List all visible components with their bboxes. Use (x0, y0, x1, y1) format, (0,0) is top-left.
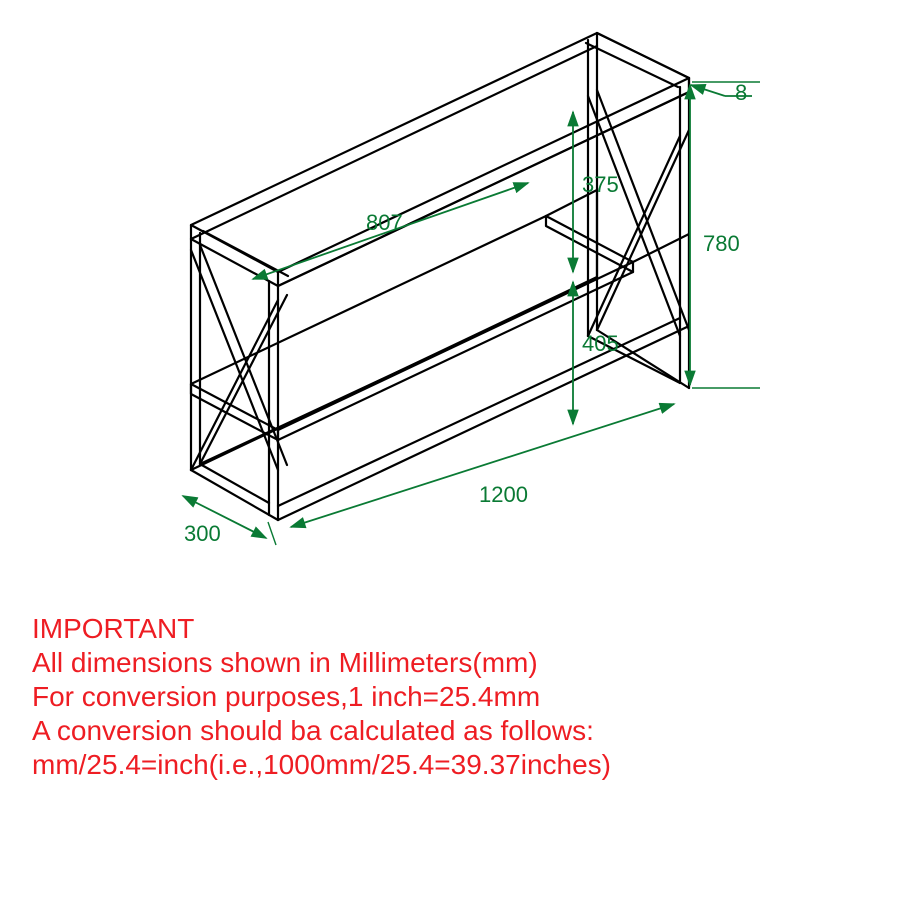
dim-text-overall-length: 1200 (479, 482, 528, 507)
right-end-brace-2 (597, 130, 689, 330)
dim-text-overall-height: 780 (703, 231, 740, 256)
upper-shelf-thickness-right (546, 216, 633, 272)
table-top-outer (191, 33, 689, 272)
left-end-brace-1b (200, 245, 287, 465)
dim-line-top-thickness (691, 85, 725, 96)
ext-line-depth (268, 522, 276, 545)
table-top-thickness-front (278, 78, 689, 286)
right-end-brace-2b (588, 136, 680, 336)
notes-line-2: For conversion purposes,1 inch=25.4mm (32, 681, 541, 712)
important-notes-block (32, 612, 892, 782)
upper-shelf-surface (191, 216, 633, 430)
notes-heading: IMPORTANT (32, 613, 195, 644)
table-frame-geometry (191, 33, 689, 520)
right-end-brace-1 (597, 90, 689, 330)
left-end-brace-2 (191, 300, 278, 470)
dim-text-overall-depth: 300 (184, 521, 221, 546)
upper-shelf-thickness-front (278, 262, 633, 440)
bottom-back-rail-inner (200, 283, 588, 464)
left-end-bottom-rail-a (191, 470, 278, 520)
left-end-brace-1 (191, 250, 278, 470)
left-end-bottom-rail-b (200, 464, 269, 503)
notes-line-4: mm/25.4=inch(i.e.,1000mm/25.4=39.37inches) (32, 749, 611, 780)
notes-line-3: A conversion should ba calculated as follows: (32, 715, 594, 746)
notes-line-1: All dimensions shown in Millimeters(mm) (32, 647, 538, 678)
top-front-rail-under (278, 92, 689, 286)
dim-text-lower-shelf-height: 405 (582, 331, 619, 356)
dim-text-upper-shelf-height: 375 (582, 172, 619, 197)
dim-text-shelf-diagonal: 807 (366, 210, 403, 235)
dim-text-top-thickness: 8 (735, 80, 748, 105)
